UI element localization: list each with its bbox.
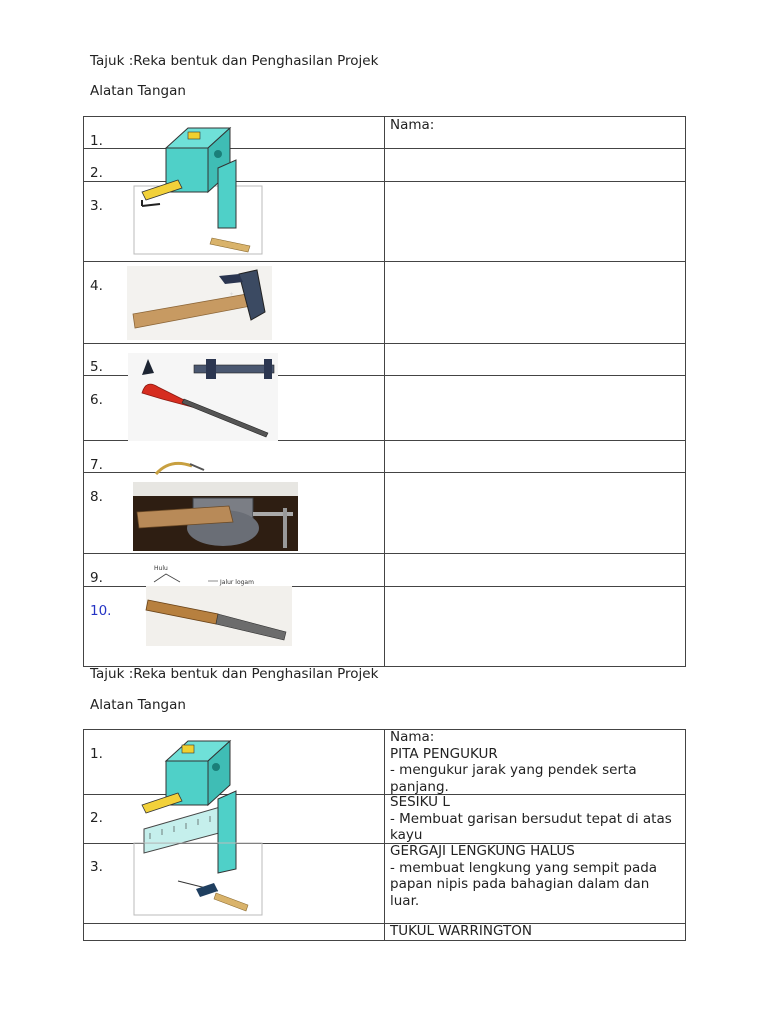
tool-cell bbox=[390, 843, 680, 909]
table-border-right bbox=[685, 116, 686, 667]
jalur-logam-label: Jalur logam bbox=[220, 579, 254, 586]
tool-description: - Membuat garisan bersudut tepat di atas kayu bbox=[390, 810, 672, 843]
chisel-image bbox=[140, 560, 305, 648]
row-number: 8. bbox=[90, 489, 103, 505]
table-divider bbox=[384, 729, 385, 940]
row-number: 2. bbox=[90, 810, 103, 826]
page-subtitle: Alatan Tangan bbox=[90, 83, 186, 99]
tool-description: - mengukur jarak yang pendek serta panjang. bbox=[390, 762, 637, 795]
saw-handle-image bbox=[152, 458, 212, 478]
tool-name: PITA PENGUKUR bbox=[390, 745, 498, 762]
name-header: Nama: bbox=[390, 729, 435, 745]
name-header: Nama: bbox=[390, 117, 435, 133]
table-row-line bbox=[83, 553, 686, 554]
row-number: 2. bbox=[90, 165, 103, 181]
tool-description: - membuat lengkung yang sempit pada papan nipis pada bahagian dalam dan luar. bbox=[390, 859, 658, 909]
row-number: 6. bbox=[90, 392, 103, 408]
row-number: 9. bbox=[90, 570, 103, 586]
page2-title: Tajuk :Reka bentuk dan Penghasilan Projek bbox=[90, 666, 379, 682]
hulu-label: Hulu bbox=[154, 565, 168, 572]
svg-text:✦: ✦ bbox=[229, 291, 235, 298]
table-divider bbox=[384, 116, 385, 667]
row-number: 5. bbox=[90, 359, 103, 375]
table-border-right bbox=[685, 729, 686, 940]
measuring-tape-image bbox=[130, 120, 270, 260]
tool-name: GERGAJI LENGKUNG HALUS bbox=[390, 843, 575, 859]
measuring-tools-image bbox=[130, 733, 270, 918]
bench-vice-image bbox=[133, 482, 298, 551]
clamp-and-file-image bbox=[128, 353, 278, 441]
hammer-image bbox=[127, 266, 272, 340]
tool-name: SESIKU L bbox=[390, 794, 450, 810]
table-row-line bbox=[83, 940, 686, 941]
table-border-left bbox=[83, 729, 84, 940]
tool-cell bbox=[390, 794, 680, 844]
page-title: Tajuk :Reka bentuk dan Penghasilan Projek bbox=[90, 53, 379, 69]
table-row-line bbox=[83, 261, 686, 262]
row-number: 1. bbox=[90, 133, 103, 149]
page2-subtitle: Alatan Tangan bbox=[90, 697, 186, 713]
tool-cell bbox=[390, 923, 680, 940]
row-number: 3. bbox=[90, 198, 103, 214]
row-number: 1. bbox=[90, 746, 103, 762]
row-number: 3. bbox=[90, 859, 103, 875]
tool-name: TUKUL WARRINGTON bbox=[390, 923, 532, 939]
table-border-left bbox=[83, 116, 84, 667]
row-number: 7. bbox=[90, 457, 103, 473]
row-number: 4. bbox=[90, 278, 103, 294]
table-row-line bbox=[83, 343, 686, 344]
row-number: 10. bbox=[90, 603, 112, 619]
tool-cell bbox=[390, 729, 680, 795]
